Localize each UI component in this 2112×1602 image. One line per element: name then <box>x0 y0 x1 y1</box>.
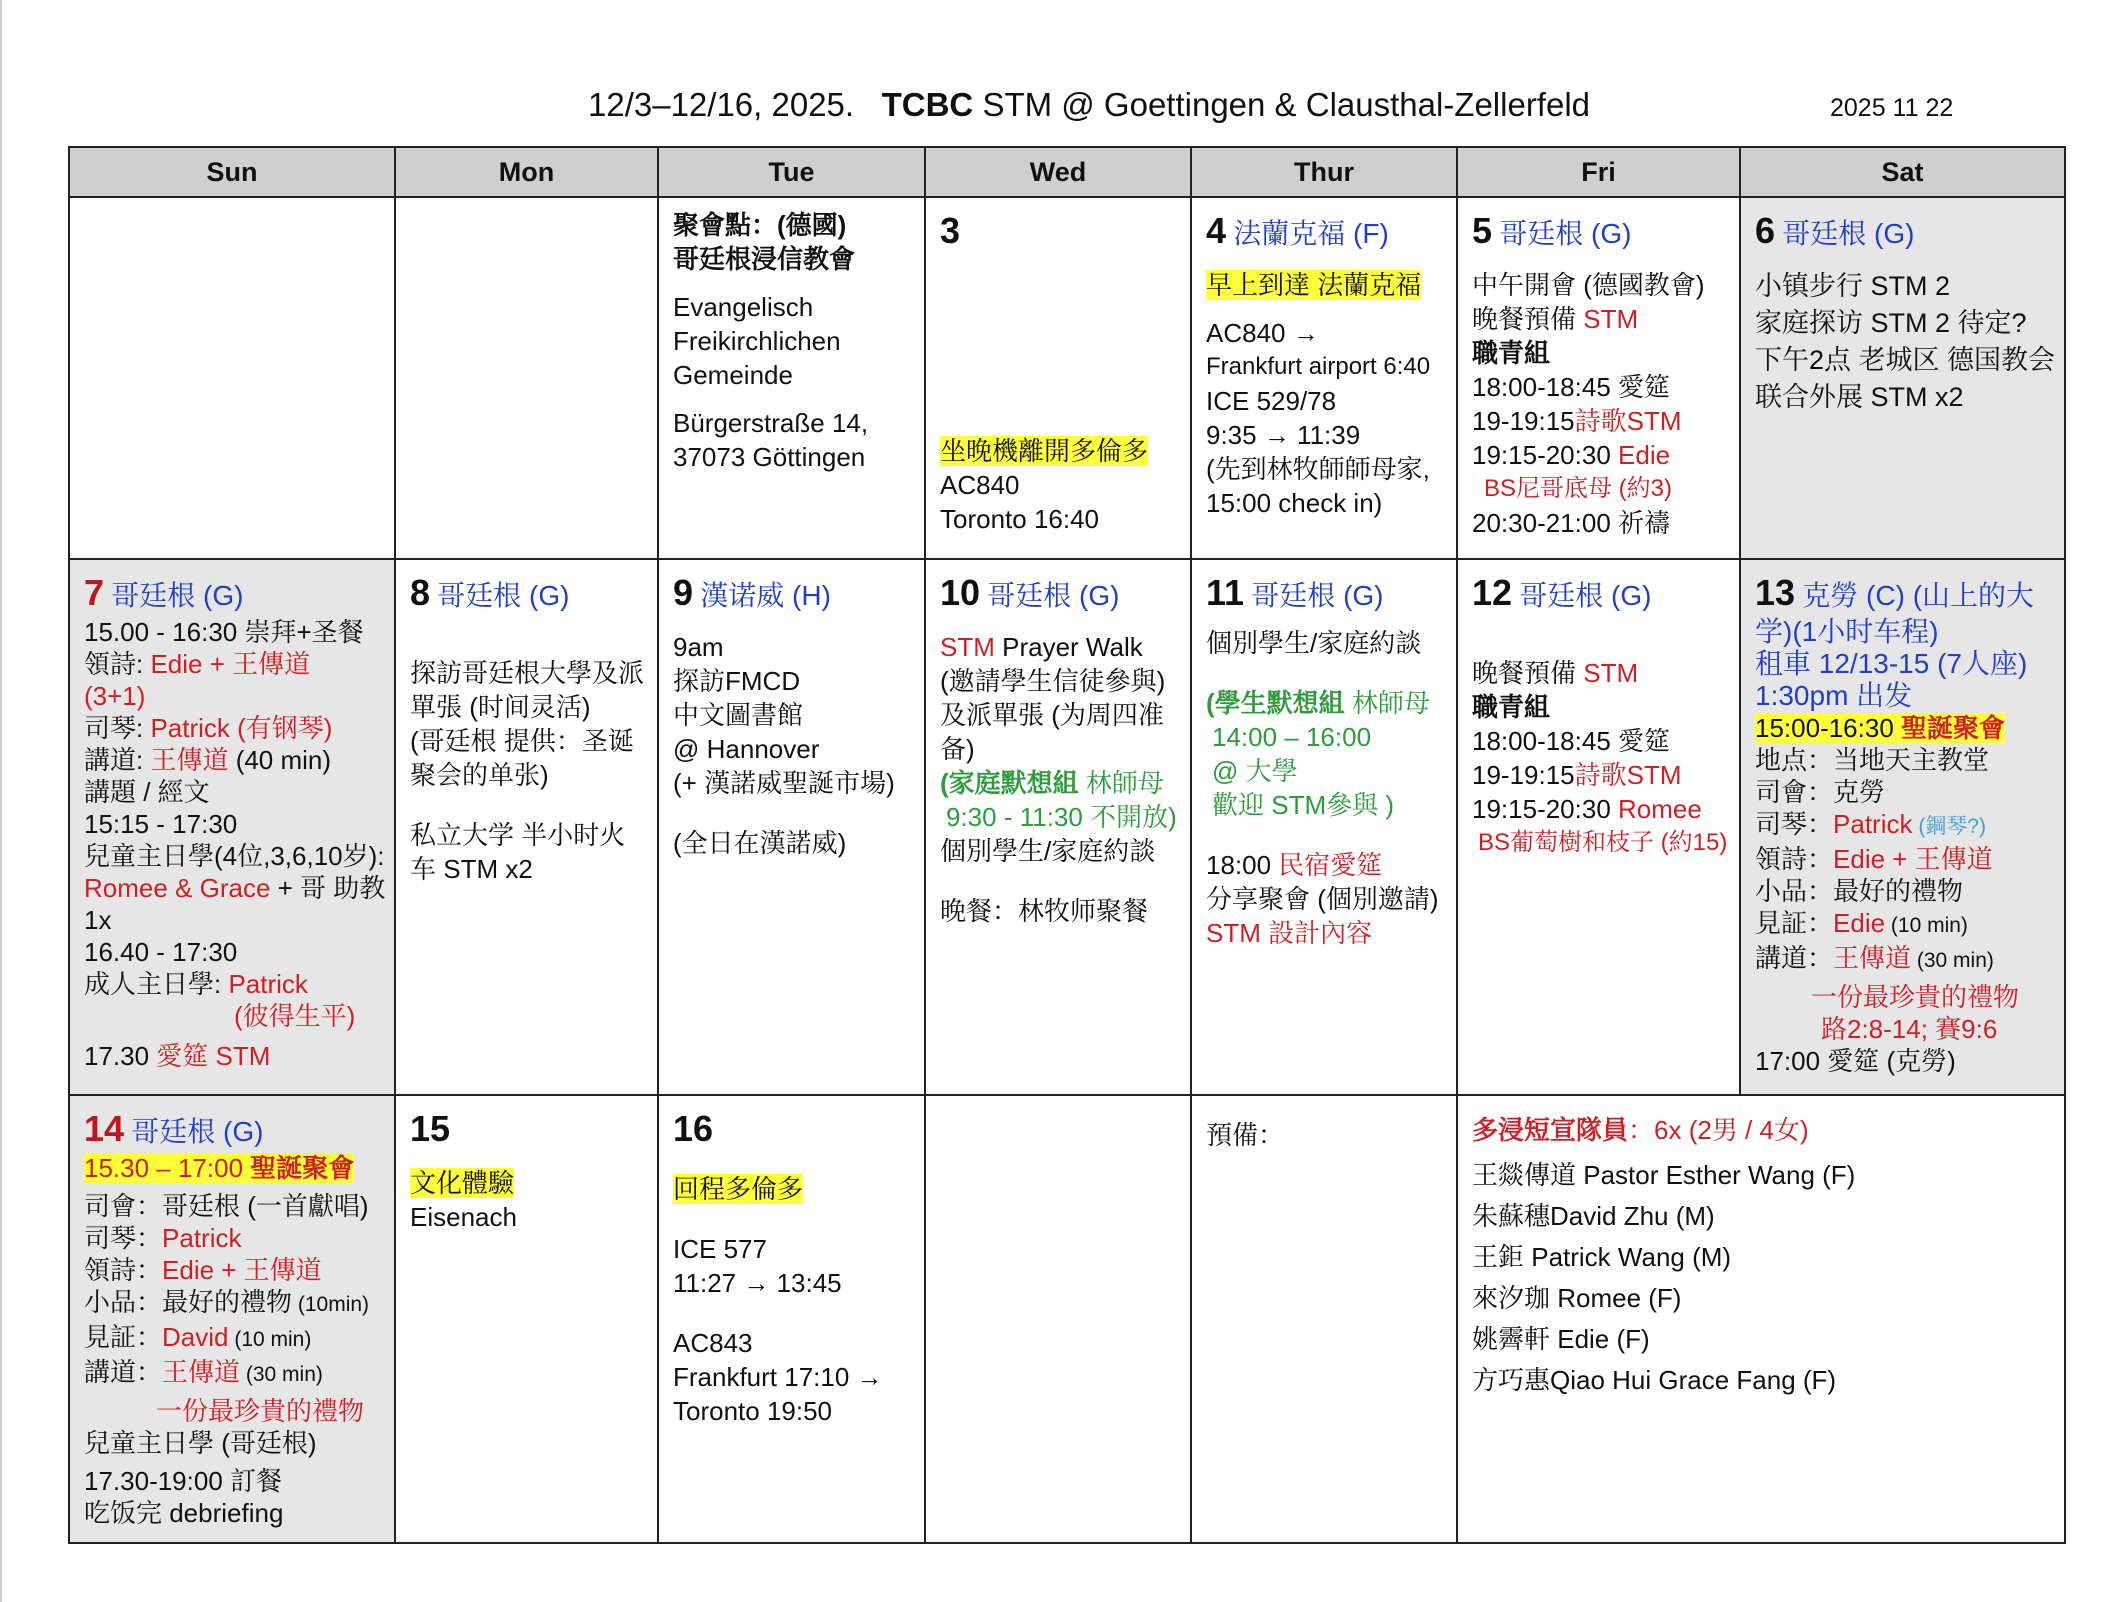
cell-day-9: 9 漢诺威 (H) 9am 探訪FMCD 中文圖書館 @ Hannover (+ 漢諾威聖誕市場) (全日在漢諾威) <box>658 559 925 1095</box>
cell-empty-mon <box>395 197 658 559</box>
cell-day-6: 6 哥廷根 (G) 小镇步行 STM 2 家庭探访 STM 2 待定? 下午2点 老城区 德国教会联合外展 STM x2 <box>1740 197 2065 559</box>
team-title: 多浸短宣隊員 <box>1472 1115 1629 1145</box>
cell-day-13: 13 克勞 (C) (山上的大学)(1小时车程) 租車 12/13-15 (7人座) 1:30pm 出发 15:00-16:30 聖誕聚會 地点：当地天主教堂 司會：克勞 司琴：Patrick (鋼琴?) 領詩：Edie + 王傳道 小品：最好的禮物 見証：Edie (10 min) 講道：王傳道 (30 min) 一份最珍貴的禮物 路2:8-14; 賽9:6 17:00 愛筵 (克勞) <box>1740 559 2065 1095</box>
highlight-note: 15:00-16:30 聖誕聚會 <box>1755 713 2006 743</box>
calendar-table <box>68 146 2066 1544</box>
weekday-header-row <box>69 147 2065 197</box>
cell-day-16: 16 回程多倫多 ICE 577 11:27 → 13:45 AC843 Frankfurt 17:10 → Toronto 19:50 <box>658 1095 925 1543</box>
weekday-thu: Thur <box>1191 147 1457 197</box>
cell-day-11: 11 哥廷根 (G) 個別學生/家庭約談 (學生默想組 林師母 14:00 – 16:00 @ 大學 歡迎 STM參與 ) 18:00 民宿愛筵 分享聚會 (個別邀請) STM 設計內容 <box>1191 559 1457 1095</box>
highlight-note: 文化體驗 <box>410 1168 515 1198</box>
cell-day-12: 12 哥廷根 (G) 晚餐預備 STM 職青組 18:00-18:45 愛筵 19-19:15詩歌STM 19:15-20:30 Romee BS葡萄樹和枝子 (約15) <box>1457 559 1740 1095</box>
page-edge <box>0 0 2 1602</box>
weekday-sun: Sun <box>69 147 395 197</box>
highlight-note: 15.30 – 17:00 聖誕聚會 <box>84 1153 355 1183</box>
weekday-wed: Wed <box>925 147 1191 197</box>
highlight-note: 回程多倫多 <box>673 1174 804 1204</box>
day-number: 3 <box>940 210 961 251</box>
team-member: 姚霽軒 Edie (F) <box>1472 1324 1650 1354</box>
cell-day-14: 14 哥廷根 (G) 15.30 – 17:00 聖誕聚會 司會：哥廷根 (一首獻唱) 司琴：Patrick 領詩：Edie + 王傳道 小品：最好的禮物 (10min) 見証：David (10 min) 講道：王傳道 (30 min) 一份最珍貴的禮物 兒童主日學 (哥廷根) 17.30-19:00 訂餐 吃饭完 debriefing <box>69 1095 395 1543</box>
highlight-note: 坐晚機離開多倫多 <box>940 436 1149 466</box>
cell-day-3: 3 坐晚機離開多倫多 AC840 Toronto 16:40 <box>925 197 1191 559</box>
cell-prep: 預備： <box>1191 1095 1457 1543</box>
cell-empty-sun <box>69 197 395 559</box>
cell-day-4: 4 法蘭克福 (F) 早上到達 法蘭克福 AC840 → Frankfurt airport 6:40 ICE 529/78 9:35 → 11:39 (先到林牧師師母家, 15:00 check in) <box>1191 197 1457 559</box>
team-member: 方巧惠Qiao Hui Grace Fang (F) <box>1472 1365 1837 1395</box>
header <box>0 86 2112 134</box>
weekday-tue: Tue <box>658 147 925 197</box>
cell-day-5: 5 哥廷根 (G) 中午開會 (德國教會) 晚餐預備 STM 職青組 18:00-18:45 愛筵 19-19:15詩歌STM 19:15-20:30 Edie BS尼哥底母 (約3) 20:30-21:00 祈禱 <box>1457 197 1740 559</box>
weekday-sat: Sat <box>1740 147 2065 197</box>
venue-address: Bürgerstraße 14, <box>673 408 869 438</box>
cell-day-15: 15 文化體驗 Eisenach <box>395 1095 658 1543</box>
weekday-mon: Mon <box>395 147 658 197</box>
team-member: 來汐珈 Romee (F) <box>1472 1283 1682 1313</box>
cell-empty-wed <box>925 1095 1191 1543</box>
cell-day-7: 7 哥廷根 (G) 15.00 - 16:30 崇拜+圣餐 領詩: Edie + 王傳道 (3+1) 司琴: Patrick (有钢琴) 講道: 王傳道 (40 min) 講題 / 經文 15:15 - 17:30 兒童主日學(4位,3,6,10岁): Romee & Grace + 哥 助教1x 16.40 - 17:30 成人主日學: Patrick (彼得生平) 17.30 愛筵 STM <box>69 559 395 1095</box>
cell-venue: 聚會點：(德國) 哥廷根浸信教會 Evangelisch Freikirchlichen Gemeinde Bürgerstraße 14, 37073 Göttingen <box>658 197 925 559</box>
team-members-cell: 多浸短宣隊員：6x (2男 / 4女) 王燚傳道 Pastor Esther Wang (F) 朱蘇穗David Zhu (M) 王鉅 Patrick Wang (M) 來汐珈 Romee (F) 姚霽軒 Edie (F) 方巧惠Qiao Hui Grace Fang (F) <box>1457 1095 2065 1543</box>
week-row-1 <box>69 197 2065 559</box>
page-title: 12/3–12/16, 2025. TCBC STM @ Goettingen & Clausthal-Zellerfeld <box>588 86 1591 123</box>
week-row-2 <box>69 559 2065 1095</box>
team-member: 王燚傳道 Pastor Esther Wang (F) <box>1472 1160 1856 1190</box>
week-row-3 <box>69 1095 2065 1543</box>
team-member: 王鉅 Patrick Wang (M) <box>1472 1242 1732 1272</box>
team-member: 朱蘇穗David Zhu (M) <box>1472 1201 1715 1231</box>
cell-day-8: 8 哥廷根 (G) 探訪哥廷根大學及派單張 (时间灵活) (哥廷根 提供：圣诞聚会的单张) 私立大学 半小时火车 STM x2 <box>395 559 658 1095</box>
cell-day-10: 10 哥廷根 (G) STM Prayer Walk (邀請學生信徒參與) 及派單張 (为周四准备) (家庭默想組 林師母 9:30 - 11:30 不開放) 個別學生/家庭約談 晚餐：林牧师聚餐 <box>925 559 1191 1095</box>
weekday-fri: Fri <box>1457 147 1740 197</box>
highlight-note: 早上到達 法蘭克福 <box>1206 270 1422 300</box>
date-stamp: 2025 11 22 <box>1830 94 1954 122</box>
